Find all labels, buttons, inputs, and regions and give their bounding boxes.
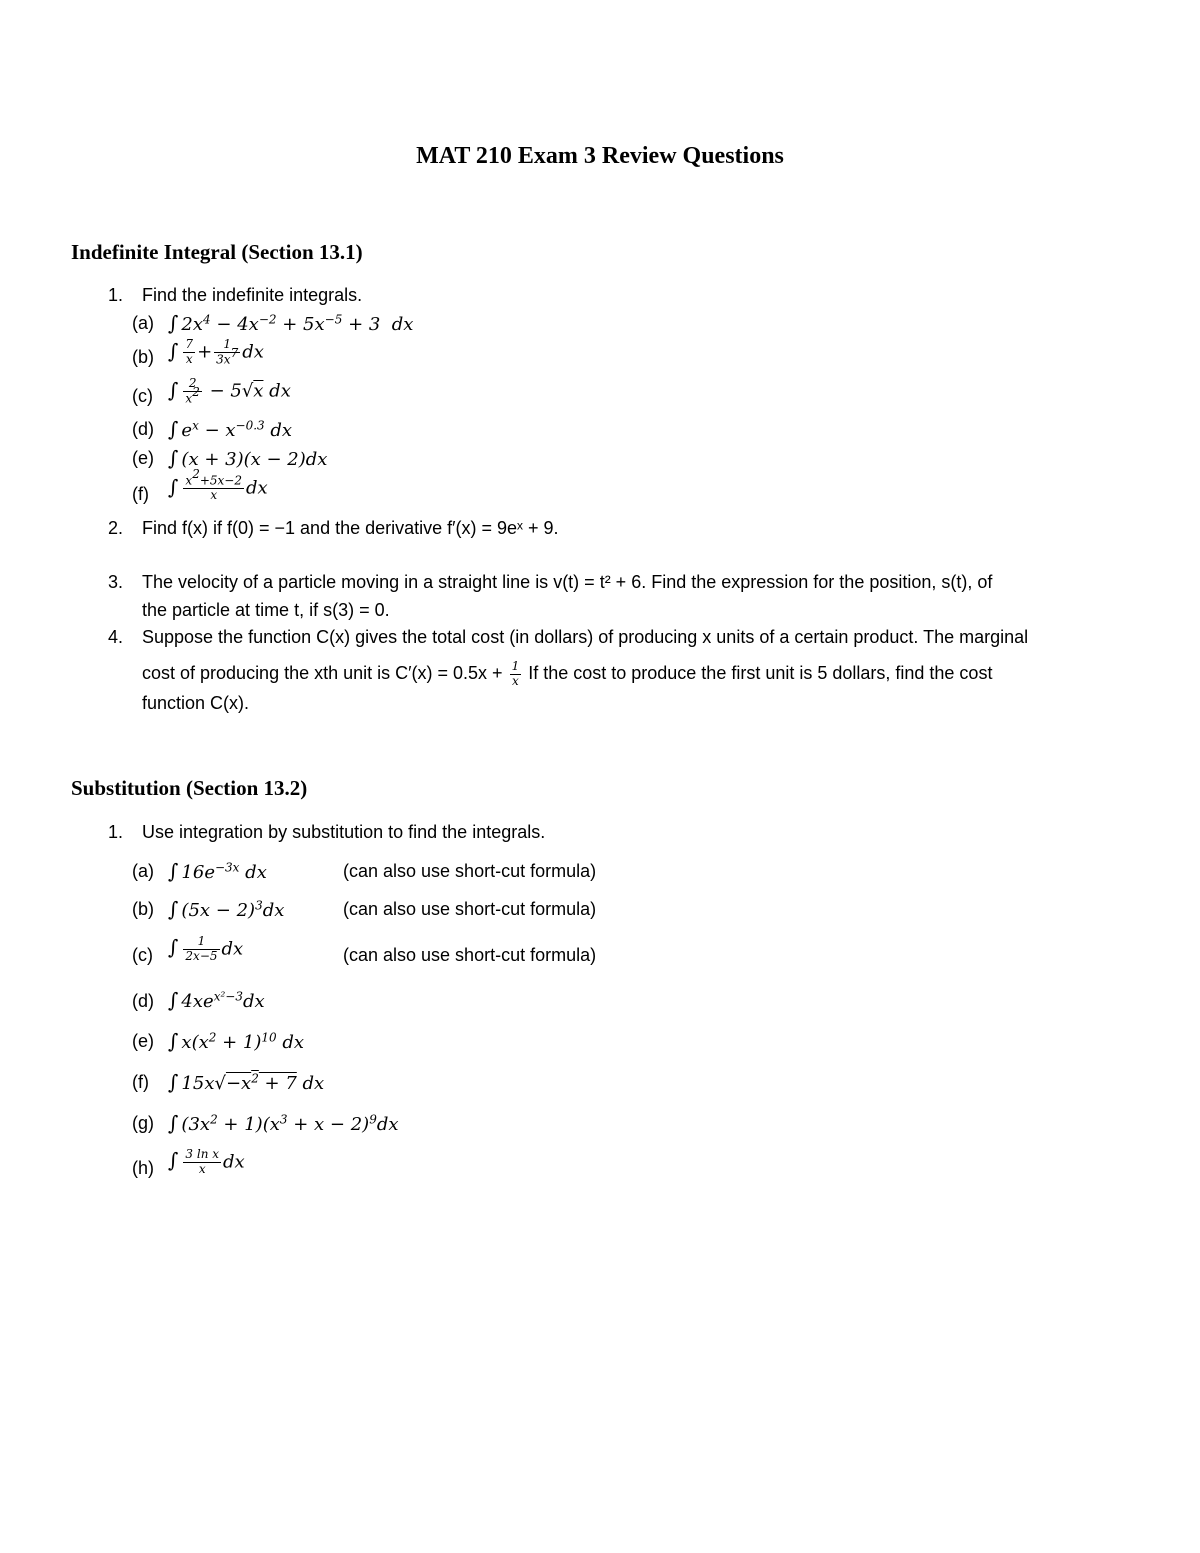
question-text-line: Suppose the function C(x) gives the total cost (in dollars) of producing x units of a certain product. The marginal xyxy=(142,627,1029,647)
question-number: 2. xyxy=(108,518,124,538)
section-heading-substitution: Substitution (Section 13.2) xyxy=(71,776,308,800)
part-label: (f) xyxy=(132,484,149,504)
part-label: (e) xyxy=(132,1031,154,1051)
part-label: (b) xyxy=(132,899,154,919)
part-expression: ∫ (x + 3)(x − 2)dx xyxy=(168,446,328,470)
question-text-fragment: cost of producing the xth unit is C′(x) = 0.5x + xyxy=(142,663,508,684)
question-text-line: The velocity of a particle moving in a straight line is v(t) = t² + 6. Find the expression for the position, s(t), of xyxy=(142,572,993,592)
question-text-line: function C(x). xyxy=(142,693,250,713)
question-number: 3. xyxy=(108,572,124,592)
part-expression: ∫ $(5x - 2)^3dx$ xyxy=(168,897,285,921)
part-label: (h) xyxy=(132,1158,154,1178)
page-title: MAT 210 Exam 3 Review Questions xyxy=(416,143,784,169)
part-expression: ∫ $\frac{2}{x^2}$ − 5√x dx xyxy=(168,376,291,406)
part-expression: ∫ $(3x^2 + 1)(x^3 + x - 2)^9dx$ xyxy=(168,1111,399,1135)
part-label: (c) xyxy=(132,945,153,965)
question-number: 1. xyxy=(108,285,124,305)
part-expression: ∫ $15x√-x^2 + 7$ dx xyxy=(168,1070,325,1094)
question-text: Use integration by substitution to find the integrals. xyxy=(142,822,546,842)
part-expression: ∫ $\frac{\text{3 ln x}}{x}$ dx xyxy=(168,1147,245,1176)
part-note: (can also use short-cut formula) xyxy=(343,861,597,881)
part-label: (g) xyxy=(132,1113,154,1133)
part-note: (can also use short-cut formula) xyxy=(343,945,597,965)
part-label: (b) xyxy=(132,347,154,367)
question-text: Find f(x) if f(0) = −1 and the derivative f′(x) = 9eˣ + 9. xyxy=(142,518,559,538)
part-note: (can also use short-cut formula) xyxy=(343,899,597,919)
part-label: (d) xyxy=(132,419,154,439)
question-text-fragment: If the cost to produce the first unit is 5 dollars, find the cost xyxy=(523,663,993,684)
section-heading-indefinite: Indefinite Integral (Section 13.1) xyxy=(71,240,363,264)
question-text: Find the indefinite integrals. xyxy=(142,285,363,305)
part-label: (c) xyxy=(132,386,153,406)
part-label: (f) xyxy=(132,1072,149,1092)
part-label: (d) xyxy=(132,991,154,1011)
part-expression: ∫ $x(x^2 + 1)^{10}$ dx xyxy=(168,1029,305,1053)
part-expression: ∫ $e^x - x^{-0.3}$ dx xyxy=(168,417,293,441)
part-expression: ∫ $4xe^{x^2-3}dx$ xyxy=(168,988,265,1012)
question-number: 1. xyxy=(108,822,124,842)
part-label: (a) xyxy=(132,313,154,333)
part-expression: ∫ $2x^4 - 4x^{-2} + 5x^{-5} + 3$ dx xyxy=(168,311,414,335)
question-number: 4. xyxy=(108,627,124,647)
part-expression: ∫ $16e^{-3x}$ dx xyxy=(168,859,267,883)
part-label: (e) xyxy=(132,448,154,468)
part-expression: ∫ $\frac{1}{2x-5}$ dx xyxy=(168,934,244,963)
part-label: (a) xyxy=(132,861,154,881)
question-text-line: cost of producing the xth unit is C′(x) = 0.5x + $\frac{1}{x}$ If the cost to produce the first unit is 5 dollars, find the cost xyxy=(142,659,993,688)
part-expression: ∫ $\frac{x^2+5x-2}{x}$ dx xyxy=(168,467,268,503)
question-text-line: the particle at time t, if s(3) = 0. xyxy=(142,600,390,620)
part-expression: ∫ $\frac{7}{x}$ + $\frac{1}{3x^7}$ dx xyxy=(168,337,264,367)
